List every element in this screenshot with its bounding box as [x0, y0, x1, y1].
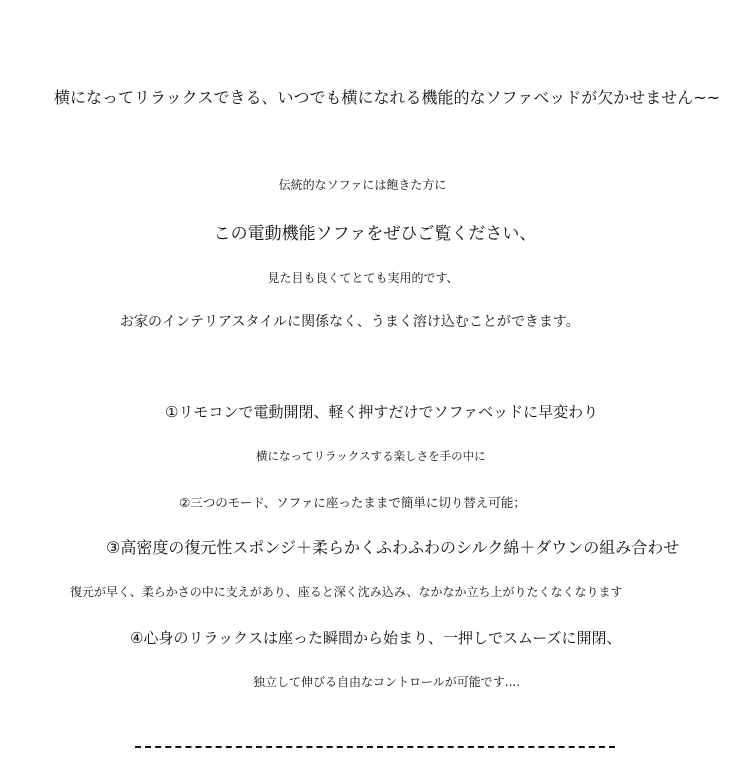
feature-3-description: 復元が早く、柔らかさの中に支えがあり、座ると深く沈み込み、なかなか立ち上がりたくなくなります	[70, 585, 623, 599]
intro-line-2: この電動機能ソファをぜひご覧ください、	[213, 224, 537, 244]
intro-line-1: 伝統的なソファには飽きた方に	[278, 178, 447, 192]
feature-2-title: ②三つのモード、ソファに座ったままで簡単に切り替え可能；	[179, 495, 526, 510]
headline-text: 横になってリラックスできる、いつでも横になれる機能的なソファベッドが欠かせません~~	[54, 88, 721, 107]
intro-line-3: 見た目も良くてとても実用的です、	[267, 271, 459, 285]
feature-4-description: 独立して伸びる自由なコントロールが可能です....	[253, 675, 521, 689]
feature-1-description: 横になってリラックスする楽しさを手の中に	[256, 449, 486, 463]
intro-line-4: お家のインテリアスタイルに関係なく、うまく溶け込むことができます。	[120, 314, 580, 330]
dashed-divider	[135, 746, 615, 748]
feature-3-title: ③高密度の復元性スポンジ＋柔らかくふわふわのシルク綿＋ダウンの組み合わせ	[106, 538, 680, 557]
feature-4-title: ④心身のリラックスは座った瞬間から始まり、一押しでスムーズに開閉、	[130, 629, 622, 647]
feature-1-title: ①リモコンで電動開閉、軽く押すだけでソファベッドに早変わり	[165, 403, 599, 421]
